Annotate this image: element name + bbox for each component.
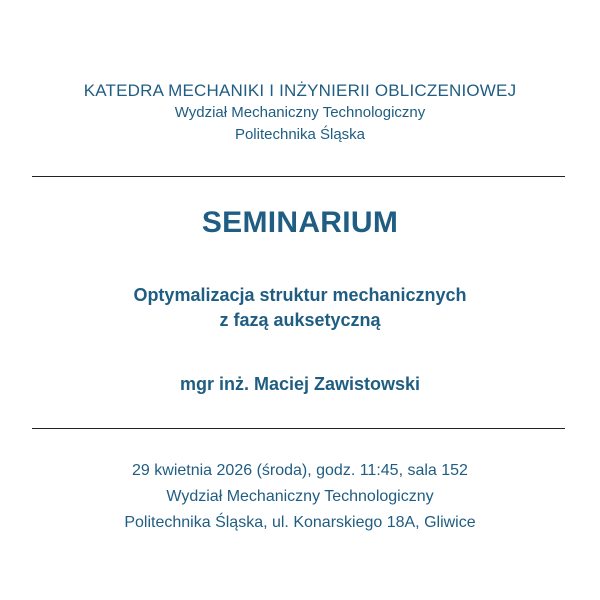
header-block	[0, 80, 600, 146]
event-datetime: 29 kwietnia 2026 (środa), godz. 11:45, sala 152	[132, 462, 468, 479]
department-name: KATEDRA MECHANIKI I INŻYNIERII OBLICZENIOWEJ	[83, 81, 517, 100]
seminar-topic-line-1: Optymalizacja struktur mechanicznych	[133, 285, 467, 305]
university-name: Politechnika Śląska	[234, 126, 366, 143]
seminar-topic-line-2: z fazą auksetyczną	[219, 310, 381, 330]
seminar-title: SEMINARIUM	[201, 206, 399, 239]
divider-bottom	[32, 428, 565, 429]
seminar-topic	[0, 283, 600, 333]
faculty-name: Wydział Mechaniczny Technologiczny	[174, 104, 426, 121]
footer-block	[0, 458, 600, 536]
event-address: Politechnika Śląska, ul. Konarskiego 18A, Gliwice	[124, 514, 476, 531]
event-faculty: Wydział Mechaniczny Technologiczny	[166, 488, 434, 505]
divider-top	[32, 176, 565, 177]
speaker-name: mgr inż. Maciej Zawistowski	[179, 374, 421, 394]
